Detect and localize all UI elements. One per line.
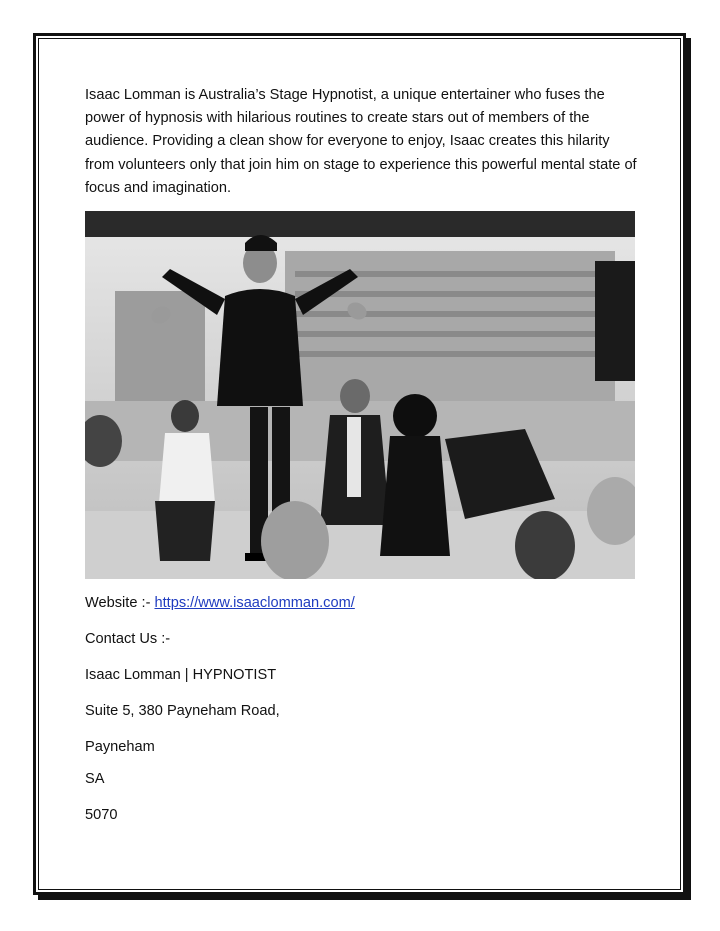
contact-name: Isaac Lomman | HYPNOTIST: [85, 667, 277, 683]
contact-street: Suite 5, 380 Payneham Road,: [85, 703, 280, 719]
page-border-shadow-right: [686, 38, 691, 900]
contact-suburb: Payneham: [85, 739, 155, 755]
page-border-shadow-bottom: [38, 895, 691, 900]
contact-heading: Contact Us :-: [85, 631, 171, 647]
website-line: [85, 594, 355, 612]
website-label: Website :-: [85, 595, 155, 611]
hypnotist-stage-photo: [85, 211, 635, 579]
contact-state: SA: [85, 771, 105, 787]
contact-postcode: 5070: [85, 807, 118, 823]
photo-illustration: [85, 211, 635, 579]
website-link[interactable]: https://www.isaaclomman.com/: [154, 595, 355, 611]
intro-paragraph: Isaac Lomman is Australia’s Stage Hypnotist, a unique entertainer who fuses the power of hypnosis with hilarious routines to create stars out of members of the audience. Providing a clean show for everyone to enjoy, Isaac creates this hilarity from volunteers only that join him on stage to experience this powerful mental state of focus and imagination.: [85, 87, 637, 196]
